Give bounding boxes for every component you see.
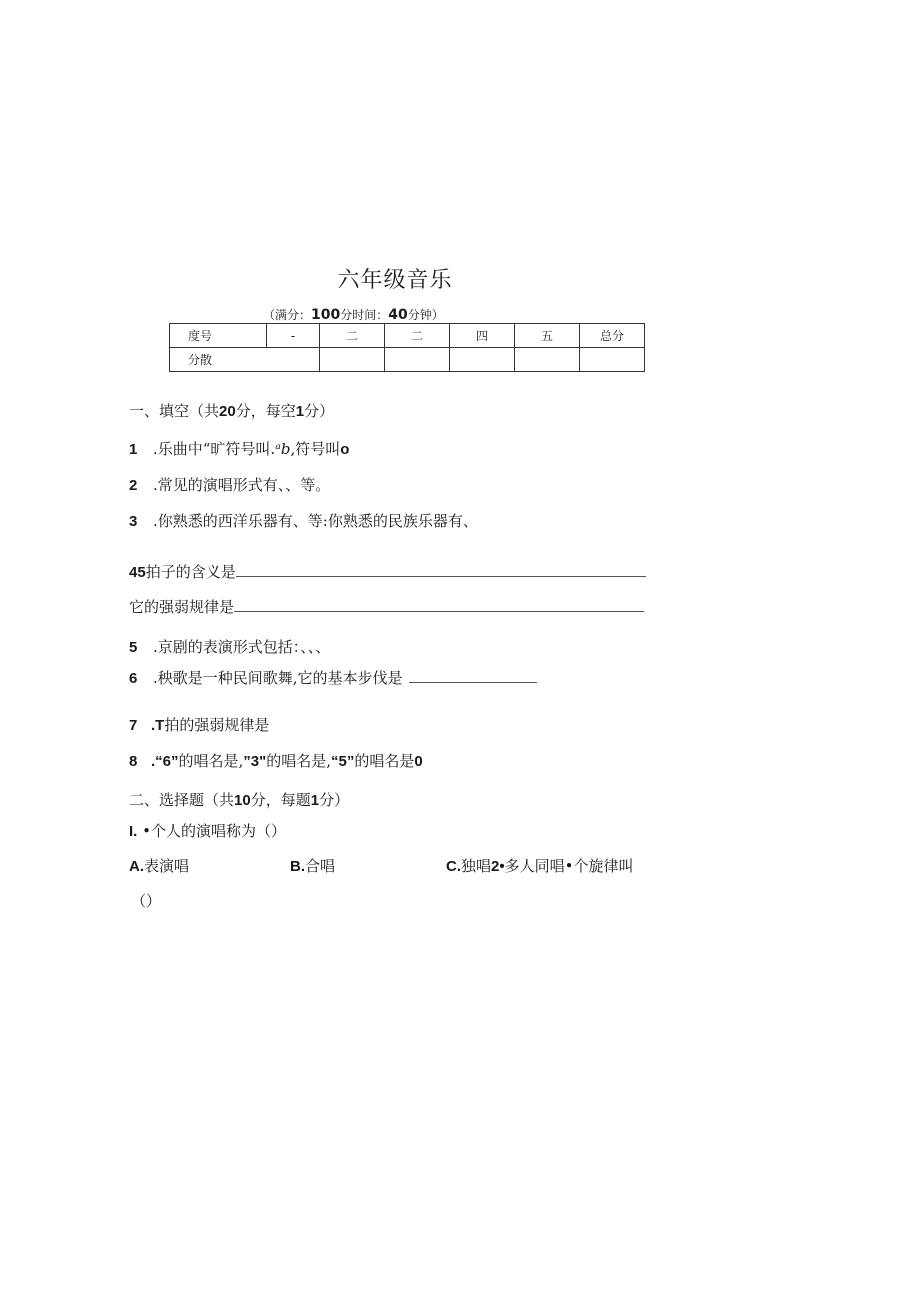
question-3: 3 .你熟悉的西洋乐器有、等:你熟悉的民族乐器有、 xyxy=(129,512,478,530)
info-mid: 分时间： xyxy=(340,308,389,322)
score-table-header xyxy=(170,324,645,348)
score-cell[interactable] xyxy=(267,348,320,372)
option-b[interactable]: B.合唱 xyxy=(290,857,336,875)
row-label: 分散 xyxy=(170,348,267,372)
choice-question-1: I. •个人的演唱称为（） xyxy=(129,822,286,840)
question-4-pattern: 它的强弱规律是 xyxy=(129,596,644,617)
answer-blank[interactable] xyxy=(409,668,537,683)
score-cell[interactable] xyxy=(580,348,645,372)
time-limit: 40 xyxy=(388,307,408,323)
header-cell: 度号 xyxy=(170,324,267,348)
answer-parentheses: （） xyxy=(131,892,162,910)
header-cell: 二 xyxy=(385,324,450,348)
score-table-row xyxy=(170,348,645,372)
score-cell[interactable] xyxy=(320,348,385,372)
question-4-meaning: 45拍子的含义是 xyxy=(129,561,646,582)
header-cell: 五 xyxy=(515,324,580,348)
info-open: （满分： xyxy=(263,308,312,322)
header-cell: 总分 xyxy=(580,324,645,348)
question-1: 1 .乐曲中“旷符号叫.ᵃb,符号叫o xyxy=(129,440,350,458)
score-cell[interactable] xyxy=(385,348,450,372)
score-cell[interactable] xyxy=(515,348,580,372)
answer-blank[interactable] xyxy=(234,597,644,612)
header-cell: - xyxy=(267,324,320,348)
score-cell[interactable] xyxy=(450,348,515,372)
section2-heading: 二、选择题（共10分，每题1分） xyxy=(129,791,350,809)
question-7: 7 .T拍的强弱规律是 xyxy=(129,716,270,734)
header-cell: 四 xyxy=(450,324,515,348)
option-a[interactable]: A.表演唱 xyxy=(129,857,190,875)
question-5: 5 .京剧的表演形式包括：、、、 xyxy=(129,638,331,656)
question-8: 8 .“6”的唱名是,”3"的唱名是,“5”的唱名是0 xyxy=(129,752,423,770)
question-2: 2 .常见的演唱形式有、、等。 xyxy=(129,476,331,494)
answer-blank[interactable] xyxy=(236,562,646,577)
exam-info xyxy=(263,306,444,323)
question-6: 6 .秧歌是一种民间歌舞,它的基本步伐是 xyxy=(129,667,537,688)
option-c[interactable]: C.独唱2•多人同唱•个旋律叫 xyxy=(446,857,634,875)
page-title: 六年级音乐 xyxy=(337,268,453,293)
header-cell: 二 xyxy=(320,324,385,348)
full-score: 100 xyxy=(311,307,341,323)
section1-heading: 一、填空（共20分，每空1分） xyxy=(129,402,335,420)
info-close: 分钟） xyxy=(407,308,444,322)
score-table xyxy=(169,323,645,372)
